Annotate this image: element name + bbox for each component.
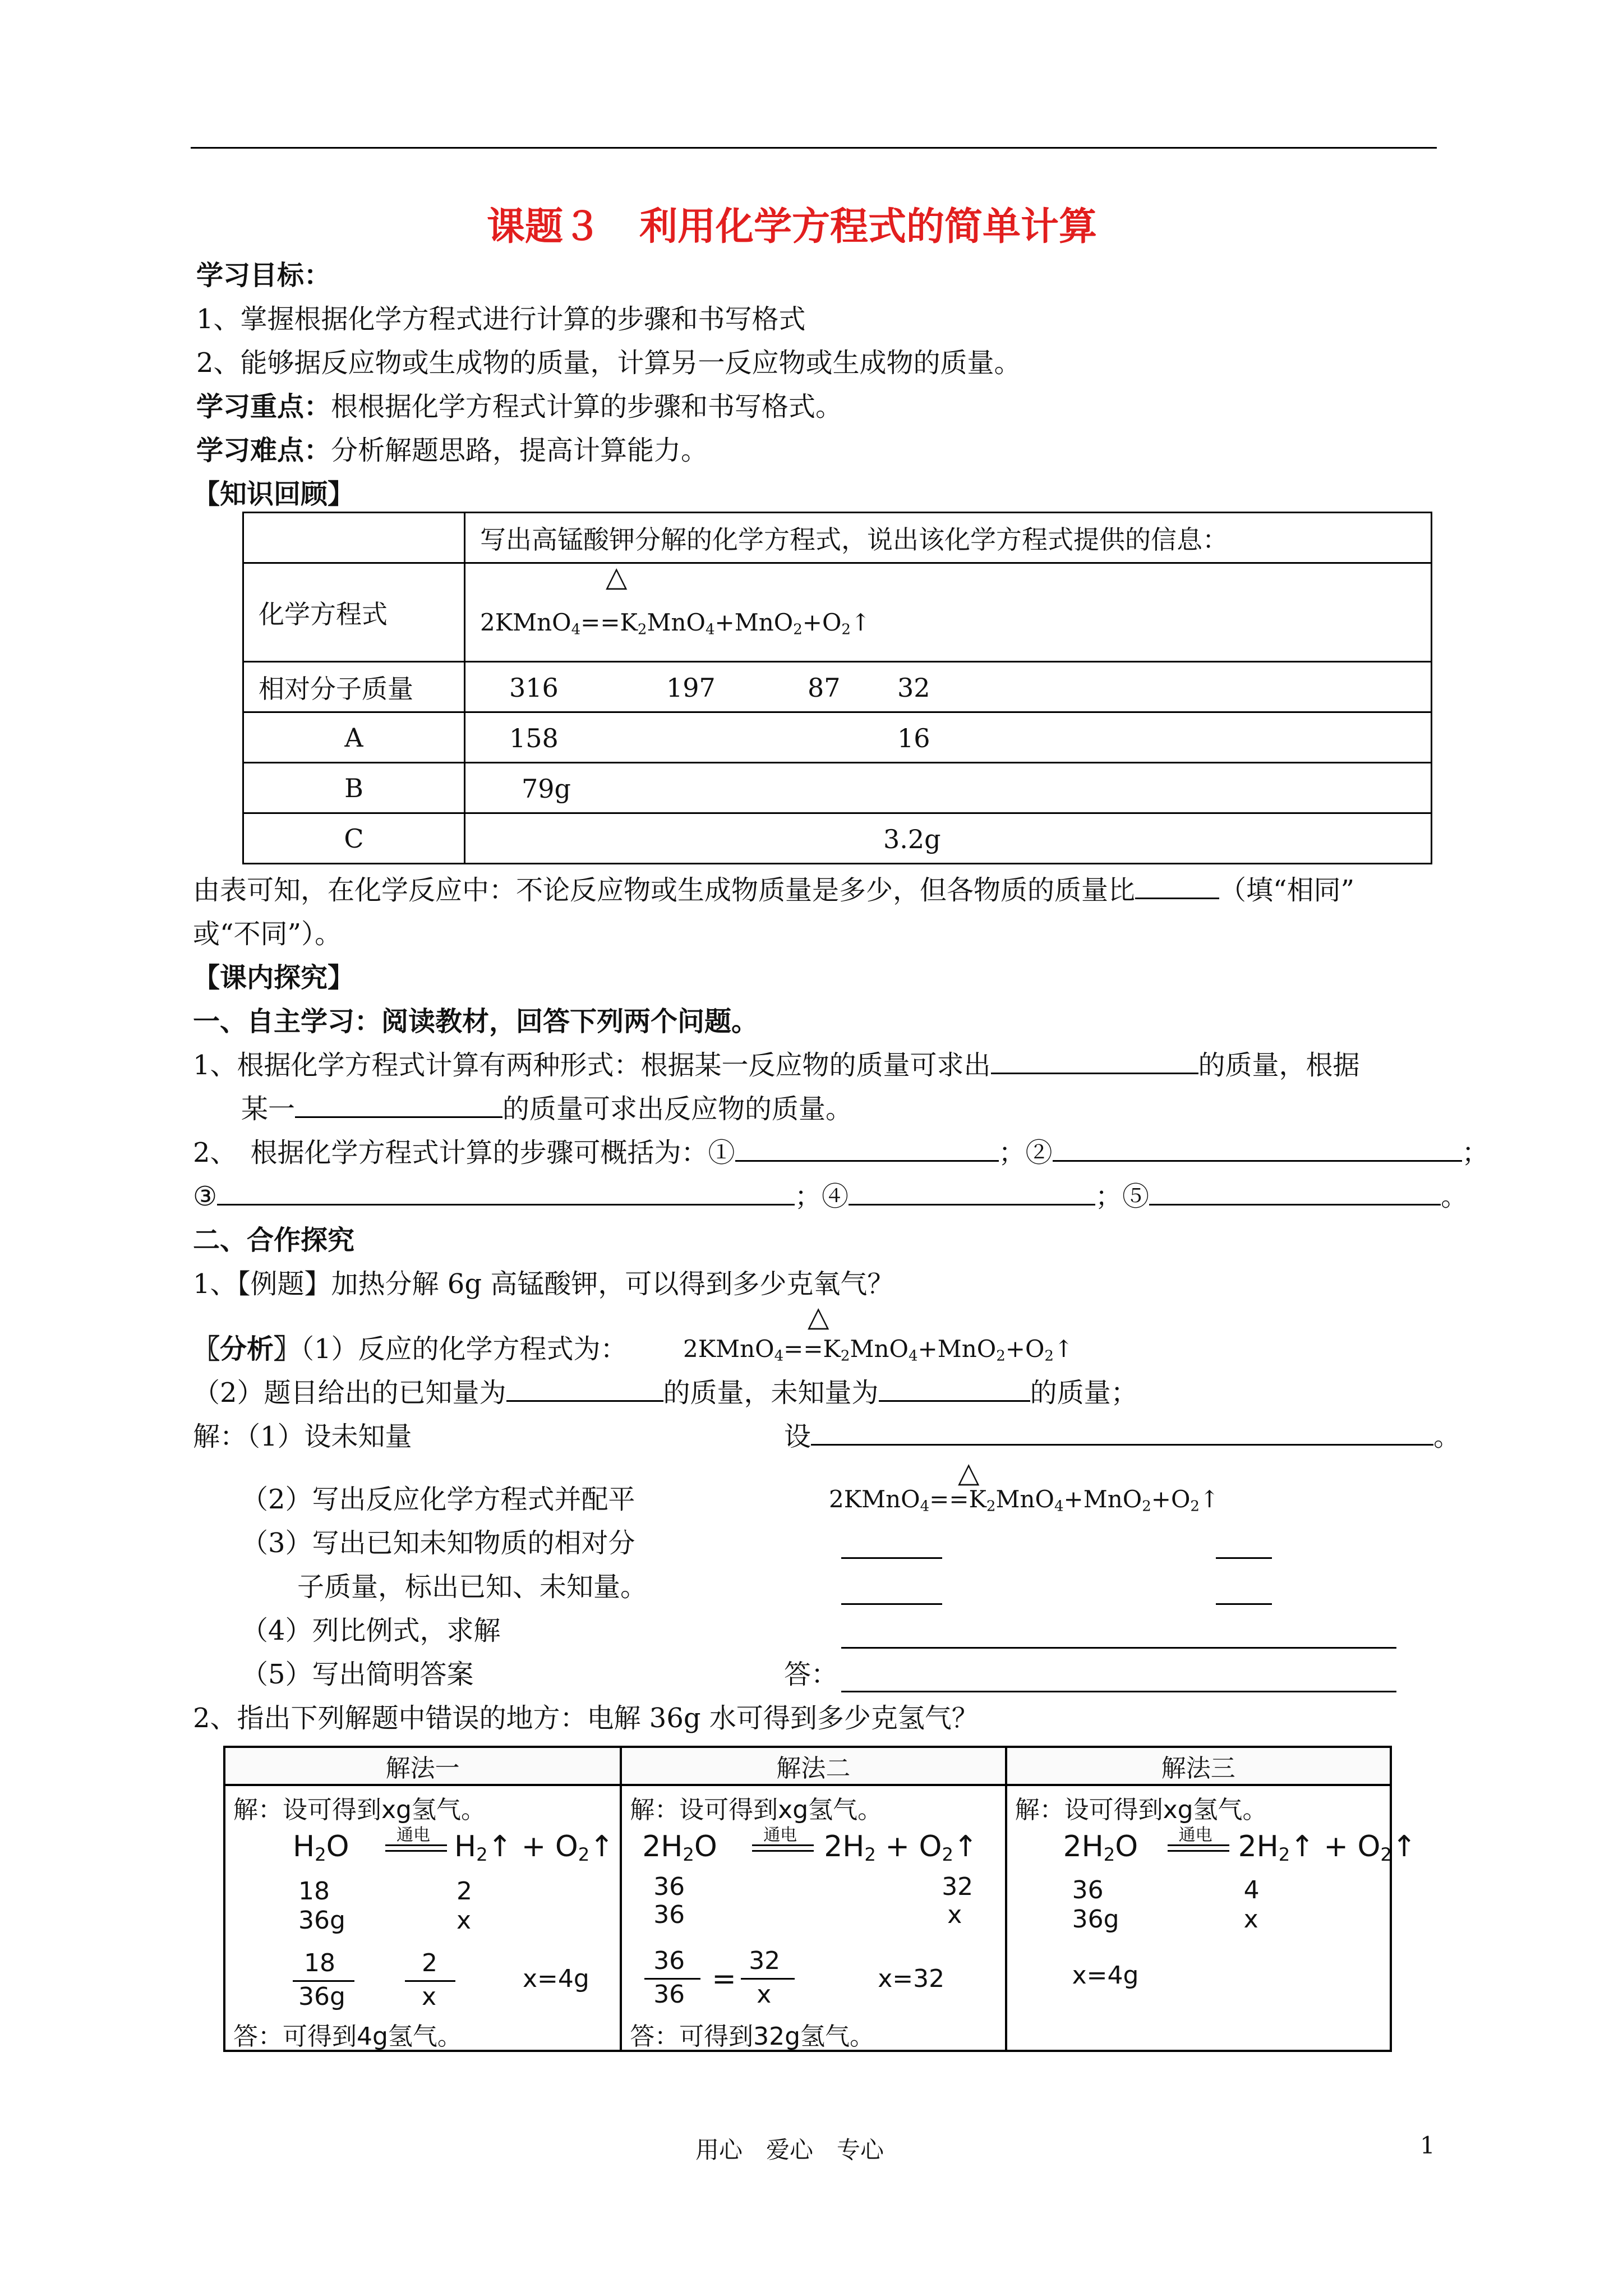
answer-blank[interactable]: [841, 1691, 1396, 1692]
mass-blank[interactable]: [1216, 1603, 1272, 1605]
q1-text: 某一: [241, 1093, 296, 1125]
solve-equation: $2KMnO_4==K_2MnO_4+MnO_2+O_2↑$: [829, 1485, 1220, 1515]
products: $H_2↑$ + $O_2↑$: [454, 1830, 614, 1866]
fraction-bar: [741, 1978, 795, 1980]
method-2-cell: [621, 1785, 1006, 2051]
key-point-label: 学习重点：: [196, 391, 331, 422]
fraction-bar: [405, 1980, 455, 1982]
part1-title: 一、自主学习：阅读教材，回答下列两个问题。: [193, 1006, 759, 1037]
mass-value: 32: [897, 673, 930, 703]
q2-sep: ；: [1461, 1137, 1489, 1168]
solve-step-3: （3）写出已知未知物质的相对分: [241, 1527, 635, 1559]
mass-value: 36g: [1072, 1905, 1119, 1934]
key-point-text: 根根据化学方程式计算的步骤和书写格式。: [331, 391, 843, 422]
fraction-bar: [293, 1980, 354, 1982]
difficulty-text: 分析解题思路，提高计算能力。: [331, 435, 708, 466]
mass-value: 18: [298, 1877, 330, 1906]
set-period: 。: [1433, 1421, 1461, 1452]
set-line: [784, 1415, 1460, 1458]
mass-value: 87: [808, 673, 841, 703]
row-label-a: A: [243, 712, 465, 763]
q2-sep: ③: [193, 1181, 218, 1212]
a-value: 16: [897, 723, 930, 753]
header-rule: [191, 147, 1437, 149]
result: x=4g: [523, 1964, 589, 1993]
method-header: 解法一: [224, 1747, 621, 1785]
heat-triangle: △: [958, 1456, 980, 1489]
row-label-b: B: [243, 763, 465, 813]
q1-text: 的质量可求出反应物的质量。: [502, 1093, 853, 1125]
mass-value: 2: [457, 1877, 472, 1906]
reactant: $2H_2O$: [642, 1830, 717, 1866]
q2-sep: ；⑤: [1095, 1181, 1150, 1212]
set-line: 解：设可得到xg氢气。: [630, 1796, 883, 1824]
q2-sep: ；④: [795, 1181, 849, 1212]
step-blank-3[interactable]: [217, 1181, 795, 1205]
analysis-text: 的质量；: [1030, 1377, 1138, 1409]
goal-item: 1、掌握根据化学方程式进行计算的步骤和书写格式: [196, 303, 806, 335]
mass-value: x: [457, 1906, 472, 1935]
analysis-1: [193, 1327, 628, 1371]
difficulty: [196, 429, 708, 472]
conclusion-hint: （填“相同”: [1219, 875, 1355, 906]
mass-value: x: [1243, 1905, 1258, 1934]
result: x=32: [878, 1964, 945, 1993]
conclusion-blank[interactable]: [1135, 875, 1219, 899]
method-1-cell: [224, 1785, 621, 2051]
mass-value: 316: [509, 673, 559, 703]
key-point: [196, 385, 842, 429]
answer: 答：可得到32g氢气。: [630, 2022, 875, 2051]
goal-item: 2、能够据反应物或生成物的质量，计算另一反应物或生成物的质量。: [196, 347, 1021, 379]
proportion-blank[interactable]: [841, 1647, 1396, 1649]
mass-value: x: [947, 1901, 962, 1929]
methods-table: [223, 1746, 1417, 2052]
reactant: $2H_2O$: [1063, 1830, 1138, 1866]
equals: =: [712, 1962, 736, 1996]
a-value: 158: [509, 723, 559, 753]
fraction-bar: [644, 1978, 700, 1980]
mass-cell: [465, 662, 1432, 712]
q2-text: 2、 根据化学方程式计算的步骤可概括为：①: [193, 1137, 735, 1168]
example-label: 1、【例题】: [193, 1268, 331, 1300]
row-label-mass: 相对分子质量: [243, 662, 465, 712]
mass-value: 36: [653, 1872, 685, 1901]
goals-label: 学习目标：: [196, 260, 331, 291]
conclusion-line: [193, 868, 1354, 912]
c-value: 3.2g: [883, 824, 941, 854]
example-text: 加热分解 6g 高锰酸钾，可以得到多少克氧气？: [331, 1268, 895, 1300]
analysis-text: （1）反应的化学方程式为：: [301, 1333, 628, 1365]
solve-step-5: （5）写出简明答案: [241, 1659, 474, 1690]
a-cell: [465, 712, 1432, 763]
question-2: [193, 1131, 1489, 1175]
page-title: 课题３ 利用化学方程式的简单计算: [487, 204, 1098, 249]
equation: $2KMnO_4==K_2MnO_4+MnO_2+O_2↑$: [480, 609, 871, 638]
review-table: [242, 512, 1432, 864]
analysis-2: [193, 1371, 1138, 1415]
step-blank-4[interactable]: [849, 1181, 1095, 1205]
q1-text: 的质量，根据: [1198, 1050, 1360, 1081]
known-blank[interactable]: [506, 1378, 663, 1402]
set-label: 设: [784, 1421, 811, 1452]
row-label-c: C: [243, 813, 465, 864]
q1-blank-2[interactable]: [295, 1094, 502, 1118]
mass-blank[interactable]: [841, 1603, 942, 1605]
row-label-equation: 化学方程式: [243, 563, 465, 662]
method-header: 解法二: [621, 1747, 1006, 1785]
answer-label: 答：: [784, 1659, 838, 1690]
set-line: 解：设可得到xg氢气。: [1015, 1796, 1267, 1824]
mass-value: 197: [666, 673, 716, 703]
analysis-text: 的质量，未知量为: [663, 1377, 879, 1409]
q2-sep: ；②: [998, 1137, 1053, 1168]
page-number: 1: [1420, 2132, 1435, 2159]
step-blank-1[interactable]: [735, 1138, 999, 1162]
method-3-cell: [1006, 1785, 1417, 2051]
step-blank-5[interactable]: [1149, 1181, 1441, 1205]
fraction-den: x: [757, 1980, 772, 2009]
part2-title: 二、合作探究: [193, 1225, 355, 1256]
solve-step-2: （2）写出反应化学方程式并配平: [241, 1484, 635, 1515]
reaction-bar: [752, 1844, 814, 1846]
b-value: 79g: [522, 774, 571, 804]
fraction-den: 36: [653, 1980, 685, 2009]
difficulty-label: 学习难点：: [196, 435, 331, 466]
condition: 通电: [396, 1825, 430, 1845]
question-1: [193, 1043, 1360, 1087]
explore-heading: 【课内探究】: [193, 962, 355, 993]
question-2-cont: [193, 1175, 1468, 1218]
fraction-num: 2: [422, 1949, 437, 1977]
answer: 答：可得到4g氢气。: [233, 2022, 462, 2051]
heat-triangle: △: [606, 560, 628, 593]
mass-blank[interactable]: [841, 1557, 942, 1559]
c-cell: [465, 813, 1432, 864]
set-line: 解：设可得到xg氢气。: [233, 1796, 486, 1824]
solve-step-3-cont: 子质量，标出已知、未知量。: [297, 1571, 648, 1603]
mass-value: 4: [1243, 1876, 1260, 1904]
review-corner-cell: [243, 513, 465, 563]
fraction-num: 18: [304, 1949, 335, 1977]
analysis-label: 〖分析〗: [193, 1333, 301, 1365]
step-blank-2[interactable]: [1053, 1138, 1462, 1162]
q1-blank-1[interactable]: [991, 1050, 1198, 1074]
fraction-den: 36g: [298, 1982, 345, 2011]
error-task: 2、指出下列解题中错误的地方：电解 36g 水可得到多少克氢气？: [193, 1703, 979, 1734]
reaction-bar: [1168, 1850, 1229, 1852]
reaction-bar: [385, 1844, 447, 1846]
review-intro: 写出高锰酸钾分解的化学方程式，说出该化学方程式提供的信息：: [465, 513, 1432, 563]
question-1-cont: [241, 1087, 852, 1131]
analysis-equation: $2KMnO_4==K_2MnO_4+MnO_2+O_2↑$: [683, 1335, 1074, 1365]
unknown-blank[interactable]: [879, 1378, 1030, 1402]
reaction-bar: [1168, 1844, 1229, 1846]
result: x=4g: [1072, 1961, 1139, 1990]
conclusion-line-2: 或“不同”）。: [193, 918, 342, 950]
fraction-den: x: [422, 1982, 437, 2011]
mass-value: 32: [942, 1872, 974, 1901]
mass-value: 36: [653, 1901, 685, 1929]
solve-step-4: （4）列比例式，求解: [241, 1615, 501, 1646]
products: $2H_2↑$ + $O_2↑$: [1238, 1830, 1417, 1866]
example: [193, 1262, 894, 1306]
conclusion-text: 由表可知，在化学反应中：不论反应物或生成物质量是多少，但各物质的质量比: [193, 875, 1136, 906]
condition: 通电: [763, 1825, 797, 1845]
mass-value: 36g: [298, 1906, 345, 1935]
reaction-bar: [385, 1850, 447, 1852]
condition: 通电: [1178, 1825, 1212, 1845]
mass-blank[interactable]: [1216, 1557, 1272, 1559]
review-heading: 【知识回顾】: [193, 478, 355, 510]
reaction-bar: [752, 1850, 814, 1852]
footer-motto: 用心 爱心 专心: [695, 2136, 884, 2164]
b-cell: [465, 763, 1432, 813]
q2-sep: 。: [1441, 1181, 1468, 1212]
q1-text: 1、根据化学方程式计算有两种形式：根据某一反应物的质量可求出: [193, 1050, 991, 1081]
solve-step-1: 解：（1）设未知量: [193, 1421, 412, 1452]
equation-cell: [465, 560, 1432, 662]
set-blank[interactable]: [811, 1421, 1433, 1446]
fraction-num: 32: [749, 1947, 781, 1975]
analysis-text: （2）题目给出的已知量为: [193, 1377, 506, 1409]
products: $2H_2$ + $O_2↑$: [824, 1830, 978, 1866]
heat-triangle: △: [808, 1300, 829, 1333]
reactant: $H_2O$: [293, 1830, 349, 1866]
fraction-num: 36: [653, 1947, 685, 1975]
method-header: 解法三: [1006, 1747, 1391, 1785]
mass-value: 36: [1072, 1876, 1104, 1904]
